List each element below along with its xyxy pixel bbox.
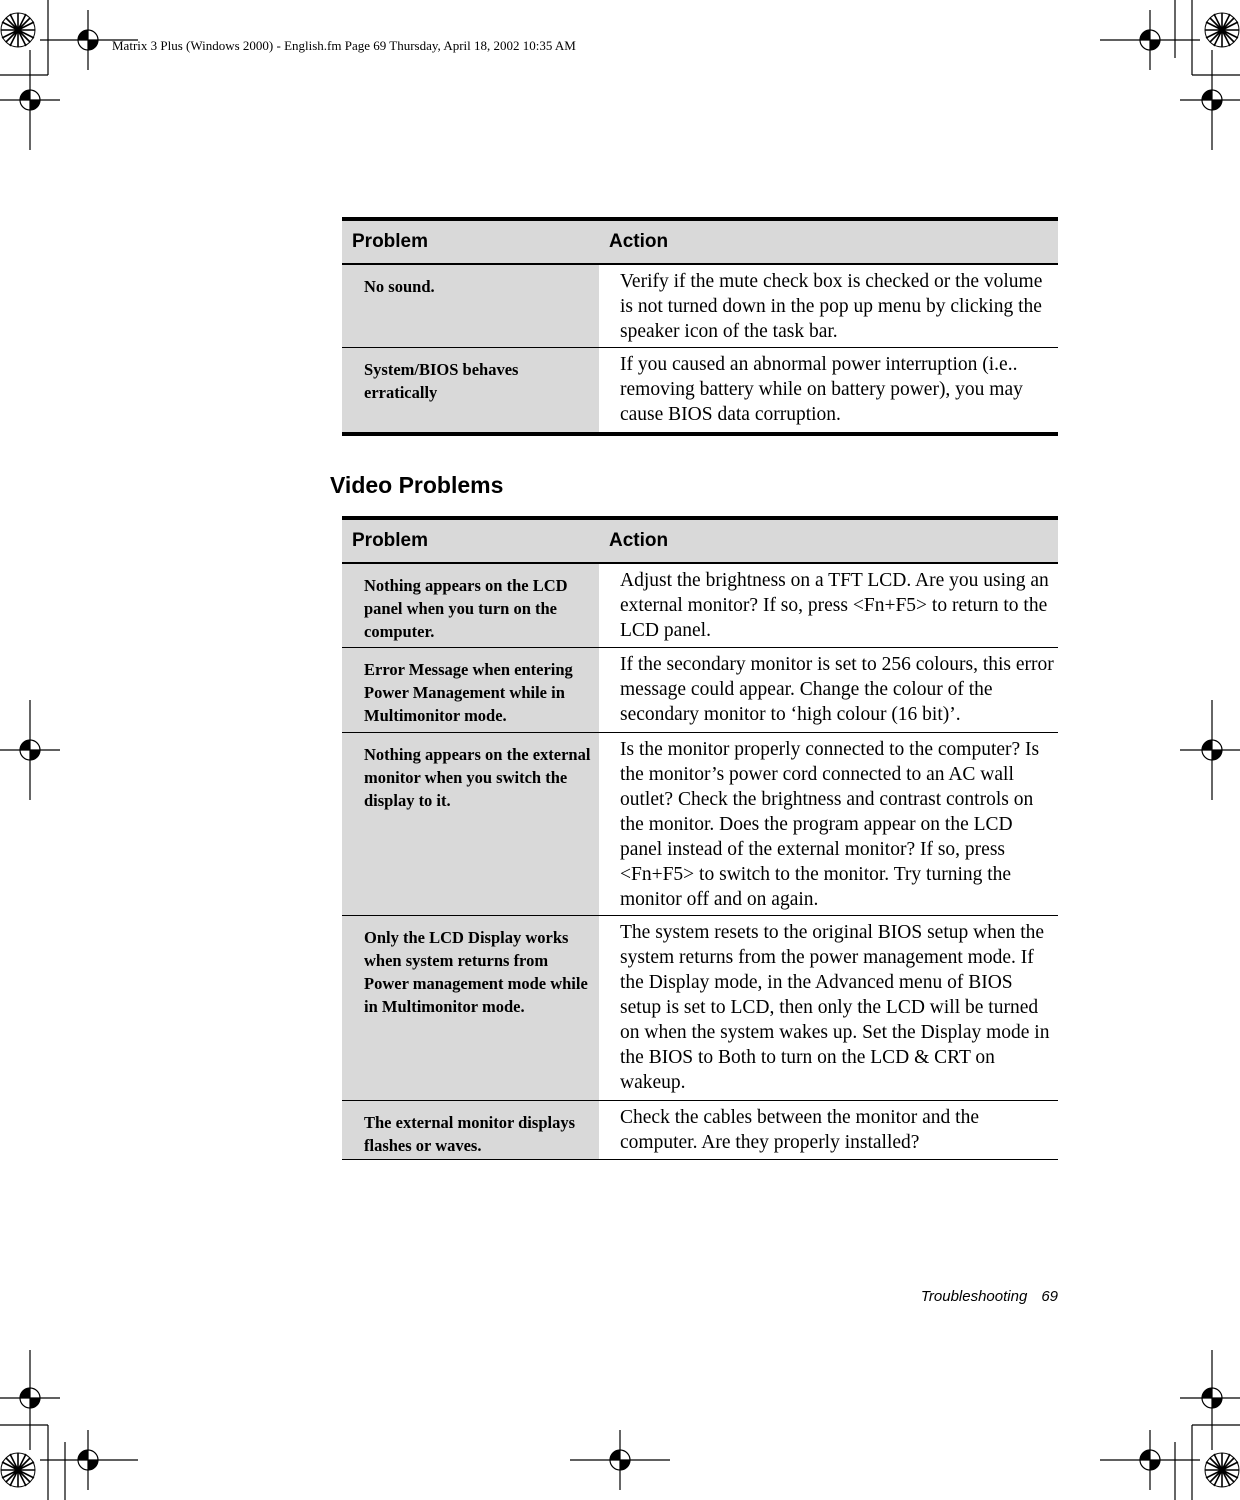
problem-cell: Error Message when entering Power Management while in Multimonitor mode. xyxy=(342,648,599,732)
table-row xyxy=(342,348,1058,436)
table-row xyxy=(342,916,1058,1101)
problem-column-header: Problem xyxy=(352,231,429,252)
action-cell: If you caused an abnormal power interruption (i.e.. removing battery while on battery power), you may cause BIOS data corruption. xyxy=(620,354,1023,425)
audio-problems-table xyxy=(342,217,1058,436)
page-footer xyxy=(700,1288,1058,1305)
action-cell: If the secondary monitor is set to 256 colours, this error message could appear. Change the colour of the secondary monitor to ‘high colour (16 bit)’. xyxy=(620,654,1054,725)
section-title: Video Problems xyxy=(330,472,504,498)
action-column-header: Action xyxy=(609,530,669,551)
problem-cell: No sound. xyxy=(342,265,599,347)
action-cell: Adjust the brightness on a TFT LCD. Are you using an external monitor? If so, press <Fn+F5> to return to the LCD panel. xyxy=(620,570,1049,641)
page-number: 69 xyxy=(1041,1288,1058,1305)
action-cell: The system resets to the original BIOS setup when the system returns from the power management mode. If the Display mode, in the Advanced menu of BIOS setup is set to LCD, then only the LCD will be turned on when the system wakes up. Set the Display mode in the BIOS to Both to turn on the LCD & CRT on wakeup. xyxy=(620,922,1050,1093)
action-cell: Check the cables between the monitor and the computer. Are they properly installed? xyxy=(620,1107,979,1153)
problem-cell: Only the LCD Display works when system returns from Power management mode while in Multimonitor mode. xyxy=(342,916,599,1100)
table-row xyxy=(342,265,1058,348)
problem-cell: The external monitor displays flashes or waves. xyxy=(342,1101,599,1159)
action-column-header: Action xyxy=(609,231,669,252)
chapter-name: Troubleshooting xyxy=(920,1288,1028,1305)
video-problems-table xyxy=(342,516,1058,1160)
problem-column-header: Problem xyxy=(352,530,429,551)
file-info-header: Matrix 3 Plus (Windows 2000) - English.fm Page 69 Thursday, April 18, 2002 10:35 AM xyxy=(112,38,576,53)
problem-cell: Nothing appears on the LCD panel when you turn on the computer. xyxy=(342,564,599,647)
action-cell: Is the monitor properly connected to the computer? Is the monitor’s power cord connected to an AC wall outlet? Check the brightness and contrast controls on the monitor. Does the program appear on the LCD panel instead of the external monitor? If so, press <Fn+F5> to switch to the monitor. Try turning the monitor off and on again. xyxy=(620,739,1040,910)
problem-cell: System/BIOS behaves erratically xyxy=(342,348,599,432)
table-row xyxy=(342,564,1058,648)
table-row xyxy=(342,648,1058,733)
action-cell: Verify if the mute check box is checked or the volume is not turned down in the pop up menu by clicking the speaker icon of the task bar. xyxy=(620,271,1043,342)
table-header xyxy=(342,516,1058,564)
table-row xyxy=(342,733,1058,916)
problem-cell: Nothing appears on the external monitor when you switch the display to it. xyxy=(342,733,599,915)
table-row xyxy=(342,1101,1058,1160)
table-header xyxy=(342,217,1058,265)
